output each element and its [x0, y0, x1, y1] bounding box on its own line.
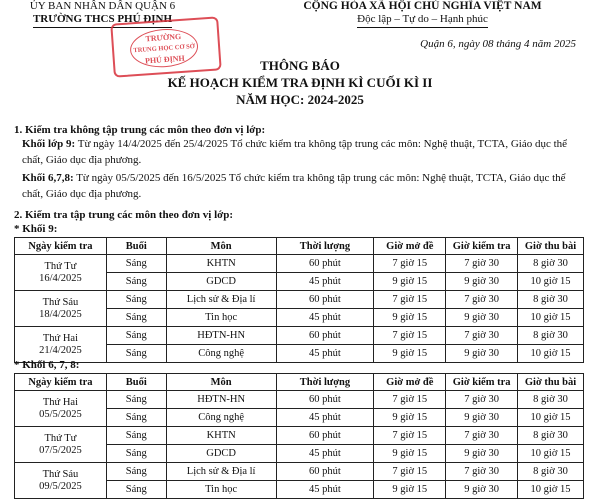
exam-date-cell: Thứ Tư 07/5/2025 [15, 427, 107, 463]
table-cell: Sáng [106, 463, 166, 481]
table-cell: 10 giờ 15 [518, 273, 584, 291]
table-cell: 45 phút [276, 481, 374, 499]
table-cell: GDCD [166, 445, 276, 463]
table-cell: Sáng [106, 409, 166, 427]
table-cell: 9 giờ 15 [374, 345, 446, 363]
table-cell: 9 giờ 15 [374, 409, 446, 427]
exam-date-cell: Thứ Tư 16/4/2025 [15, 255, 107, 291]
table-cell: 60 phút [276, 427, 374, 445]
table-row [15, 255, 584, 273]
column-header: Buổi [106, 238, 166, 255]
table-cell: Lịch sử & Địa lí [166, 463, 276, 481]
table-cell: Lịch sử & Địa lí [166, 291, 276, 309]
table-cell: 9 giờ 30 [446, 309, 518, 327]
table-cell: 45 phút [276, 309, 374, 327]
table-cell: 60 phút [276, 463, 374, 481]
table-cell: Công nghệ [166, 345, 276, 363]
table-row [15, 291, 584, 309]
table-cell: 10 giờ 15 [518, 309, 584, 327]
table-cell: Sáng [106, 327, 166, 345]
table-cell: Sáng [106, 445, 166, 463]
stamp-text-2: TRUNG HỌC CƠ SỞ [133, 42, 196, 55]
table-cell: 9 giờ 15 [374, 445, 446, 463]
table-cell: Sáng [106, 345, 166, 363]
column-header: Môn [166, 374, 276, 391]
table-cell: Sáng [106, 309, 166, 327]
table-cell: 7 giờ 15 [374, 427, 446, 445]
grade678-label: * Khối 6, 7, 8: [14, 359, 80, 371]
national-motto: Độc lập – Tự do – Hạnh phúc [245, 13, 600, 28]
table-cell: 10 giờ 15 [518, 345, 584, 363]
table-cell: HĐTN-HN [166, 327, 276, 345]
org-line-1: ỦY BAN NHÂN DÂN QUẬN 6 [29, 0, 176, 12]
table-cell: KHTN [166, 255, 276, 273]
table-cell: GDCD [166, 273, 276, 291]
table-header-row [15, 374, 584, 391]
table-cell: 60 phút [276, 327, 374, 345]
column-header: Ngày kiểm tra [15, 238, 107, 255]
table-cell: 9 giờ 30 [446, 409, 518, 427]
table-cell: 9 giờ 30 [446, 445, 518, 463]
table-row [15, 463, 584, 481]
table-cell: 9 giờ 15 [374, 273, 446, 291]
column-header: Ngày kiểm tra [15, 374, 107, 391]
table-cell: KHTN [166, 427, 276, 445]
table-row [15, 391, 584, 409]
table-header-row [15, 238, 584, 255]
table-cell: 7 giờ 15 [374, 391, 446, 409]
section-1-heading: 1. Kiểm tra không tập trung các môn theo đơn vị lớp: [14, 124, 266, 136]
table-cell: 9 giờ 30 [446, 345, 518, 363]
table-cell: 8 giờ 30 [518, 391, 584, 409]
column-header: Giờ mở đề [374, 374, 446, 391]
table-cell: Tin học [166, 309, 276, 327]
column-header: Giờ thu bài [518, 238, 584, 255]
column-header: Thời lượng [276, 238, 374, 255]
section-1-grade9-cont: chất, Giáo dục địa phương. [22, 154, 142, 166]
table-cell: 7 giờ 30 [446, 463, 518, 481]
table-row [15, 327, 584, 345]
table-cell: 7 giờ 30 [446, 327, 518, 345]
section-2-heading: 2. Kiểm tra tập trung các môn theo đơn vị lớp: [14, 209, 234, 221]
column-header: Giờ kiểm tra [446, 238, 518, 255]
table-cell: 7 giờ 30 [446, 255, 518, 273]
table-cell: 45 phút [276, 273, 374, 291]
table-cell: 7 giờ 30 [446, 291, 518, 309]
table-cell: Sáng [106, 273, 166, 291]
exam-date-cell: Thứ Hai 05/5/2025 [15, 391, 107, 427]
national-header [245, 0, 600, 28]
grade9-label: * Khối 9: [14, 223, 58, 235]
section-1-grade678: Khối 6,7,8: Từ ngày 05/5/2025 đến 16/5/2025 Tổ chức kiểm tra không tập trung các môn: Nghệ thuật, TCTA, Giáo dục thể [22, 172, 566, 184]
table-cell: Sáng [106, 427, 166, 445]
table-cell: 10 giờ 15 [518, 409, 584, 427]
table-cell: 10 giờ 15 [518, 481, 584, 499]
exam-date-cell: Thứ Sáu 18/4/2025 [15, 291, 107, 327]
table-cell: 9 giờ 15 [374, 309, 446, 327]
exam-date-cell: Thứ Hai 21/4/2025 [15, 327, 107, 363]
table-cell: Sáng [106, 255, 166, 273]
stamp-text-1: TRƯỜNG [145, 31, 182, 44]
table-cell: 8 giờ 30 [518, 255, 584, 273]
section-1-grade678-cont: chất, Giáo dục địa phương. [22, 188, 142, 200]
table-cell: 45 phút [276, 409, 374, 427]
table-cell: 8 giờ 30 [518, 463, 584, 481]
table-cell: 9 giờ 30 [446, 273, 518, 291]
column-header: Buổi [106, 374, 166, 391]
table-cell: 8 giờ 30 [518, 291, 584, 309]
table-cell: 7 giờ 15 [374, 255, 446, 273]
table-cell: 9 giờ 30 [446, 481, 518, 499]
table-cell: 10 giờ 15 [518, 445, 584, 463]
section-1-grade9: Khối lớp 9: Từ ngày 14/4/2025 đến 25/4/2025 Tổ chức kiểm tra không tập trung các môn: Nghệ thuật, TCTA, Giáo dục thể [22, 138, 568, 150]
column-header: Thời lượng [276, 374, 374, 391]
stamp-text-3: PHÚ ĐỊNH [144, 53, 186, 66]
table-cell: 7 giờ 15 [374, 291, 446, 309]
table-cell: Sáng [106, 391, 166, 409]
table-cell: Sáng [106, 291, 166, 309]
doc-title: KẾ HOẠCH KIỂM TRA ĐỊNH KÌ CUỐI KÌ II [167, 75, 433, 90]
doc-type: THÔNG BÁO [260, 58, 340, 73]
table-cell: 45 phút [276, 445, 374, 463]
table-cell: 7 giờ 30 [446, 391, 518, 409]
grade678-exam-table [14, 373, 584, 499]
table-cell: Công nghệ [166, 409, 276, 427]
table-cell: 9 giờ 15 [374, 481, 446, 499]
issue-date: Quận 6, ngày 08 tháng 4 năm 2025 [420, 38, 576, 50]
column-header: Giờ kiểm tra [446, 374, 518, 391]
column-header: Giờ thu bài [518, 374, 584, 391]
table-cell: 7 giờ 30 [446, 427, 518, 445]
table-cell: 60 phút [276, 291, 374, 309]
column-header: Giờ mở đề [374, 238, 446, 255]
table-cell: 8 giờ 30 [518, 327, 584, 345]
table-cell: 7 giờ 15 [374, 327, 446, 345]
exam-date-cell: Thứ Sáu 09/5/2025 [15, 463, 107, 499]
table-cell: 8 giờ 30 [518, 427, 584, 445]
country-name: CỘNG HÒA XÃ HỘI CHỦ NGHĨA VIỆT NAM [303, 0, 542, 12]
table-cell: 7 giờ 15 [374, 463, 446, 481]
table-cell: HĐTN-HN [166, 391, 276, 409]
column-header: Môn [166, 238, 276, 255]
table-cell: Tin học [166, 481, 276, 499]
school-name: TRƯỜNG THCS PHÚ ĐỊNH [0, 13, 205, 28]
table-row [15, 427, 584, 445]
table-cell: 60 phút [276, 391, 374, 409]
table-cell: 45 phút [276, 345, 374, 363]
table-cell: 60 phút [276, 255, 374, 273]
table-cell: Sáng [106, 481, 166, 499]
school-year: NĂM HỌC: 2024-2025 [236, 92, 364, 107]
grade9-exam-table [14, 237, 584, 363]
